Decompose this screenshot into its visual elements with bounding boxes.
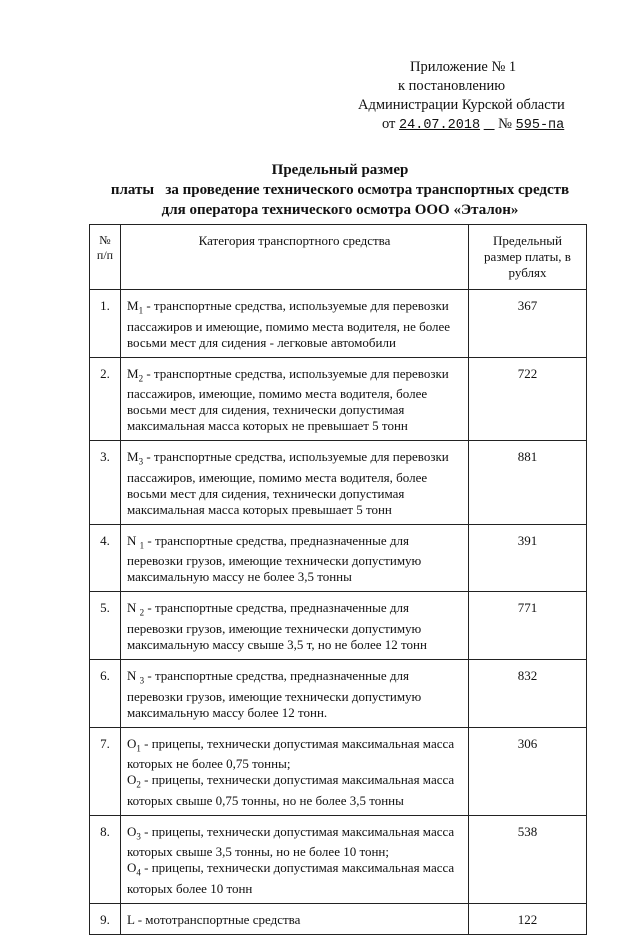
category-code-letter: M xyxy=(127,449,139,465)
vehicle-category xyxy=(121,815,469,903)
category-description xyxy=(127,860,462,897)
category-code xyxy=(127,860,141,878)
category-code-letter: O xyxy=(127,860,137,876)
category-code xyxy=(127,735,141,754)
category-text: - транспортные средства, предназначенные для перевозки грузов, имеющие технически допустимую максимальную массу не более 3,5 тонны xyxy=(127,532,422,585)
category-description xyxy=(127,298,462,351)
vehicle-category xyxy=(121,357,469,441)
table-row xyxy=(90,727,587,815)
category-text: - прицепы, технически допустимая максимальная масса которых не более 0,75 тонны; xyxy=(127,735,455,772)
category-text: - транспортные средства, предназначенные для перевозки грузов, имеющие технически допустимую максимальную массу более 12 тонн. xyxy=(127,667,422,720)
category-code xyxy=(127,912,134,927)
row-number: 8. xyxy=(90,815,121,903)
date-underline-gap xyxy=(484,116,495,132)
category-code xyxy=(127,667,145,686)
vehicle-category xyxy=(121,727,469,815)
fee-table-body xyxy=(90,290,587,935)
category-description xyxy=(127,912,462,928)
category-code-index: 1 xyxy=(136,743,141,754)
category-text: - мототранспортные средства xyxy=(134,911,301,927)
category-text: - прицепы, технически допустимая максимальная масса которых свыше 0,75 тонны, но не более 3,5 тонны xyxy=(127,772,455,808)
category-text: - транспортные средства, используемые для перевозки пассажиров и имеющие, помимо места водителя, не более восьми мест для сидения - легковые автомобили xyxy=(127,298,451,350)
category-code xyxy=(127,298,144,316)
row-number: 1. xyxy=(90,290,121,358)
table-row xyxy=(90,815,587,903)
table-row xyxy=(90,290,587,358)
category-code-index: 2 xyxy=(139,607,145,618)
appendix-title: Приложение № 1 xyxy=(410,59,517,75)
row-number: 5. xyxy=(90,592,121,660)
table-row xyxy=(90,592,587,660)
category-description xyxy=(127,668,462,721)
vehicle-category xyxy=(121,659,469,727)
vehicle-category xyxy=(121,592,469,660)
fee-value: 832 xyxy=(469,659,587,727)
fee-value: 771 xyxy=(469,592,587,660)
appendix-date-line xyxy=(340,115,600,135)
vehicle-category xyxy=(121,441,469,525)
row-number: 2. xyxy=(90,357,121,441)
category-code xyxy=(127,823,141,842)
row-number: 4. xyxy=(90,524,121,592)
category-code-letter: O xyxy=(127,735,137,751)
category-code xyxy=(127,600,145,618)
category-code-index: 1 xyxy=(138,305,144,316)
row-number: 7. xyxy=(90,727,121,815)
category-text: - прицепы, технически допустимая максимальная масса которых свыше 3,5 тонны, но не более 10 тонн; xyxy=(127,823,455,860)
fee-value: 538 xyxy=(469,815,587,903)
category-code-index: 3 xyxy=(136,831,141,842)
category-code-index: 1 xyxy=(139,540,145,551)
vehicle-category xyxy=(121,903,469,934)
category-code-index: 4 xyxy=(136,867,141,878)
category-description xyxy=(127,824,462,861)
category-code-letter: N xyxy=(127,532,140,548)
title-line-1: Предельный размер xyxy=(271,162,409,178)
row-number: 9. xyxy=(90,903,121,934)
number-prefix: № xyxy=(498,116,513,132)
vehicle-category xyxy=(121,524,469,592)
document-title xyxy=(60,160,620,220)
category-code-index: 3 xyxy=(139,675,145,686)
table-row xyxy=(90,524,587,592)
row-number: 6. xyxy=(90,659,121,727)
header-number: № п/п xyxy=(90,225,121,290)
category-code-letter: O xyxy=(127,823,137,839)
category-text: - транспортные средства, используемые для перевозки пассажиров, имеющие, помимо места водителя, более восьми мест для сидения, технически допустимая максимальная масса которых превышает 5 тонн xyxy=(127,449,449,517)
table-header-row xyxy=(90,225,587,290)
fee-value: 306 xyxy=(469,727,587,815)
category-description xyxy=(127,366,462,435)
fee-value: 881 xyxy=(469,441,587,525)
category-code-index: 3 xyxy=(138,456,144,467)
category-code-letter: N xyxy=(127,600,140,616)
category-code xyxy=(127,449,144,467)
resolution-number: 595-па xyxy=(515,118,565,133)
fee-value: 391 xyxy=(469,524,587,592)
table-row xyxy=(90,903,587,934)
category-description xyxy=(127,772,462,809)
category-description xyxy=(127,449,462,518)
table-row xyxy=(90,441,587,525)
category-description xyxy=(127,533,462,586)
title-line-3: для оператора технического осмотра ООО «Эталон» xyxy=(161,202,519,218)
category-code-letter: O xyxy=(127,772,137,788)
category-text: - транспортные средства, предназначенные для перевозки грузов, имеющие технически допустимую максимальную массу свыше 3,5 т, но не более 12 тонн xyxy=(127,600,427,652)
date-prefix: от xyxy=(382,116,396,132)
category-code-index: 2 xyxy=(138,373,144,384)
category-code xyxy=(127,532,145,551)
category-code-letter: N xyxy=(127,667,140,683)
category-code-index: 2 xyxy=(136,779,141,790)
row-number: 3. xyxy=(90,441,121,525)
category-text: - транспортные средства, используемые для перевозки пассажиров, имеющие, помимо места водителя, более восьми мест для сидения, технически допустимая максимальная масса которых не превышает 5 тонн xyxy=(127,365,449,434)
vehicle-category xyxy=(121,290,469,358)
category-code xyxy=(127,772,141,790)
appendix-authority: Администрации Курской области xyxy=(358,97,565,113)
category-code-letter: L xyxy=(127,911,135,927)
fee-value: 367 xyxy=(469,290,587,358)
header-fee: Предельный размер платы, в рублях xyxy=(469,225,587,290)
category-description xyxy=(127,736,462,773)
header-category: Категория транспортного средства xyxy=(121,225,469,290)
category-text: - прицепы, технически допустимая максимальная масса которых более 10 тонн xyxy=(127,860,455,896)
fee-value: 122 xyxy=(469,903,587,934)
category-code-letter: M xyxy=(127,365,139,381)
appendix-resolution-label: к постановлению xyxy=(398,78,506,94)
category-description xyxy=(127,600,462,653)
table-row xyxy=(90,357,587,441)
table-row xyxy=(90,659,587,727)
category-code-letter: M xyxy=(127,298,139,313)
fee-value: 722 xyxy=(469,357,587,441)
title-line-2: платы за проведение технического осмотра транспортных средств xyxy=(110,182,570,198)
appendix-block xyxy=(340,58,600,135)
resolution-date: 24.07.2018 xyxy=(399,118,481,133)
fee-table xyxy=(89,224,587,935)
category-code xyxy=(127,365,144,384)
